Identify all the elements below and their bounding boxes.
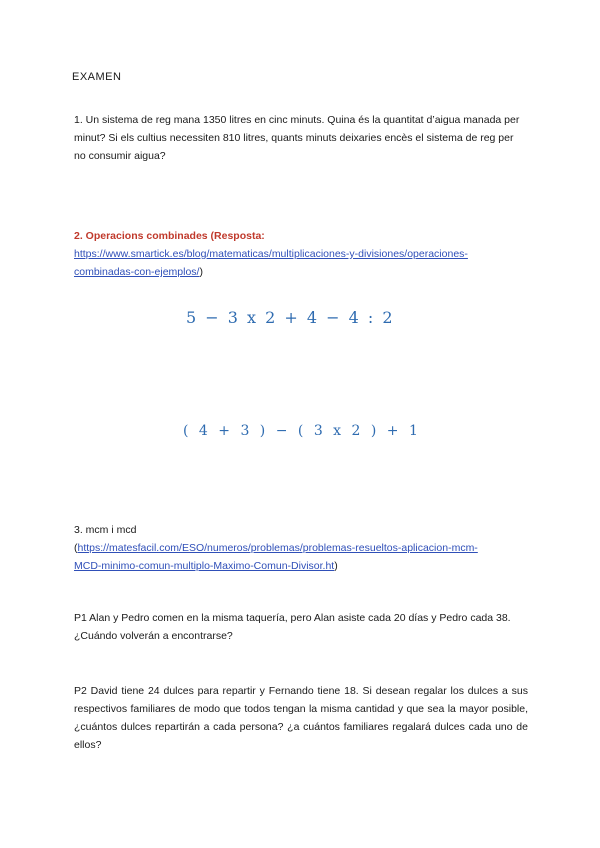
question-3-link-suffix: ) [334, 560, 338, 572]
page-title: EXAMEN [72, 71, 122, 83]
question-3-link-prefix: ( [74, 542, 78, 554]
question-3-reference [74, 539, 494, 575]
expression-1: 5 − 3 x 2 + 4 − 4 : 2 [186, 308, 395, 327]
question-2-heading: 2. Operacions combinades (Resposta: [74, 230, 265, 242]
question-2-reference [74, 245, 494, 281]
question-2-link[interactable]: https://www.smartick.es/blog/matematicas/multiplicaciones-y-divisiones/operaciones-combinadas-con-ejemplos/ [74, 248, 468, 278]
question-1: 1. Un sistema de reg mana 1350 litres en cinc minuts. Quina és la quantitat d’aigua manada per minut? Si els cultius necessiten 810 litres, quants minuts deixaries encès el sistema de reg per no consumir aigua? [74, 114, 520, 162]
question-3-link[interactable]: https://matesfacil.com/ESO/numeros/problemas/problemas-resueltos-aplicacion-mcm-MCD-minimo-comun-multiplo-Maximo-Comun-Divisor.ht [74, 542, 478, 572]
question-2-link-suffix: ) [199, 266, 203, 278]
problem-2: P2 David tiene 24 dulces para repartir y Fernando tiene 18. Si desean regalar los dulces a sus respectivos familiares de modo que todos tengan la misma cantidad y que sea la mayor posible, ¿cuántos dulces repartirán a cada persona? ¿a cuántos familiares regalará dulces cada uno de ellos? [74, 685, 528, 751]
question-3-heading: 3. mcm i mcd [74, 524, 137, 536]
expression-2: ( 4 + 3 ) − ( 3 x 2 ) + 1 [183, 423, 421, 439]
problem-1: P1 Alan y Pedro comen en la misma taquería, pero Alan asiste cada 20 días y Pedro cada 38. ¿Cuándo volverán a encontrarse? [74, 612, 511, 642]
